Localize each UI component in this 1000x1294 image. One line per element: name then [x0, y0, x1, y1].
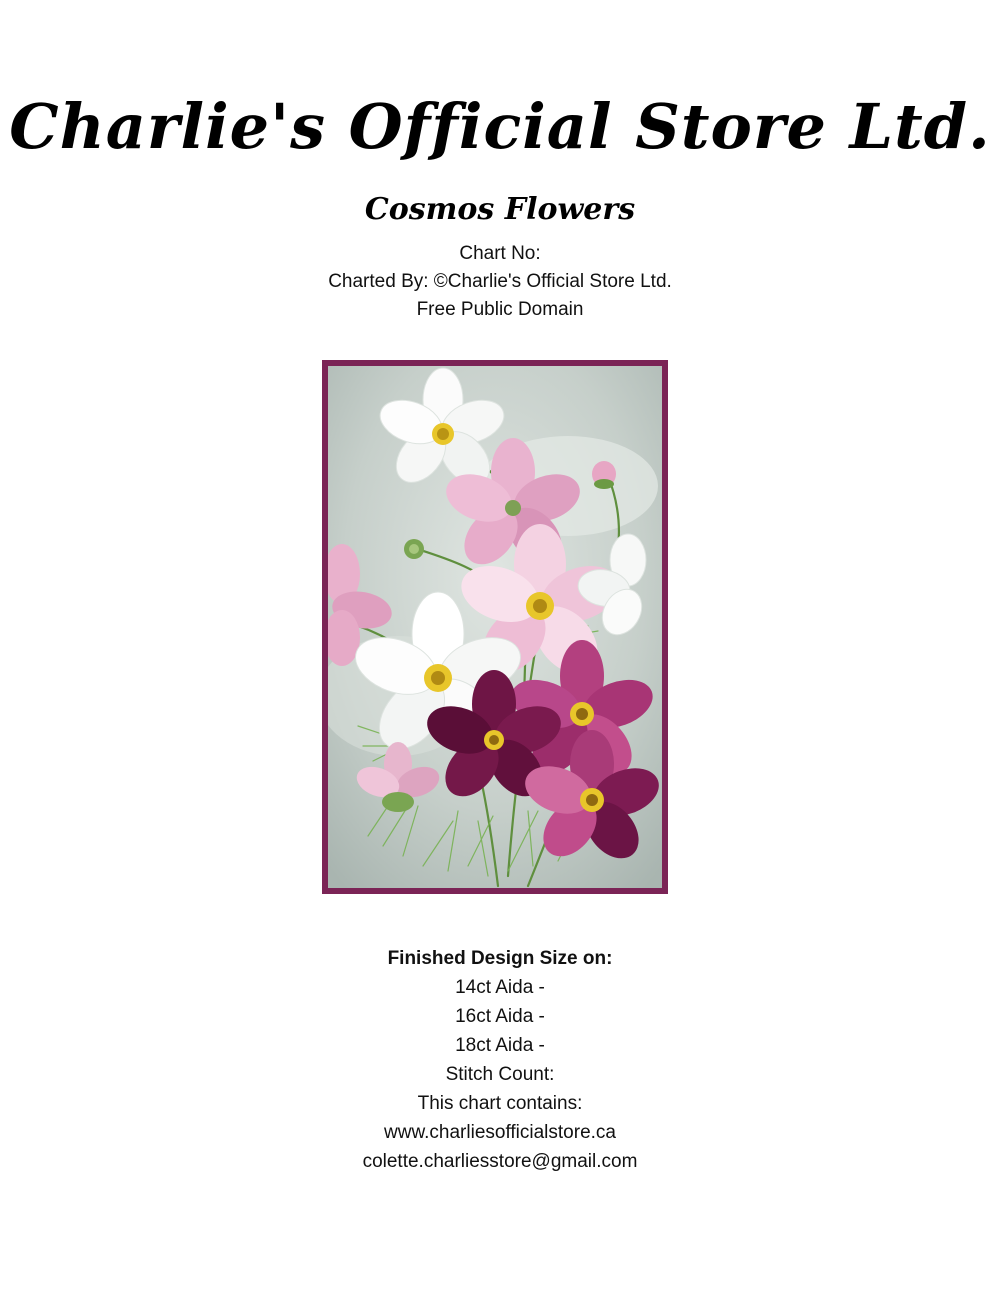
chart-meta [0, 240, 1000, 324]
license-note: Free Public Domain [416, 299, 584, 320]
contact-email[interactable]: colette.charliesstore@gmail.com [362, 1151, 638, 1172]
size-14ct: 14ct Aida - [455, 977, 545, 998]
artwork-frame [322, 360, 668, 894]
chart-contents: This chart contains: [417, 1093, 583, 1114]
design-details [0, 944, 1000, 1176]
cosmos-flowers-illustration [328, 366, 662, 888]
size-18ct: 18ct Aida - [455, 1035, 545, 1056]
website-link[interactable]: www.charliesofficialstore.ca [384, 1122, 616, 1143]
charted-by: Charted By: ©Charlie's Official Store Ltd. [328, 271, 672, 292]
size-16ct: 16ct Aida - [455, 1006, 545, 1027]
chart-number: Chart No: [459, 243, 541, 264]
finished-size-heading: Finished Design Size on: [387, 948, 613, 969]
pattern-title: Cosmos Flowers [364, 192, 636, 227]
brand-title: Charlie's Official Store Ltd. [9, 90, 991, 163]
stitch-count: Stitch Count: [445, 1064, 555, 1085]
